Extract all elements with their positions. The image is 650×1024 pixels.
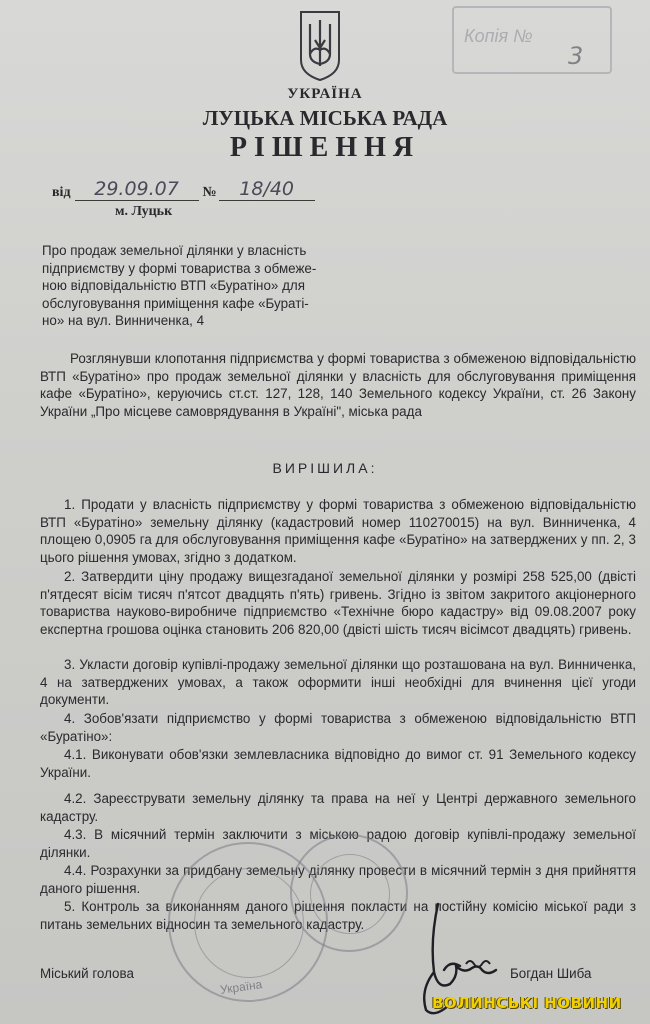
copy-stamp-number: 3 xyxy=(568,42,584,70)
decision-subject xyxy=(42,242,317,330)
subject-line: ною відповідальністю ВТП «Буратіно» для xyxy=(42,278,305,294)
seal-text: Україна xyxy=(219,977,264,997)
item-3: 3. Укласти договір купівлі-продажу земельної ділянки що розташована на вул. Винниченка, 4 на затверджених умовах, а також оформити інші необхідні для вчинення цієї угоди документи. xyxy=(40,657,636,708)
resolved-heading: ВИРІШИЛА: xyxy=(272,460,378,476)
date-prefix: від xyxy=(52,185,71,200)
subject-line: обслуговування приміщення кафе «Бураті- xyxy=(42,295,309,311)
item-4-4: 4.4. Розрахунки за придбану земельну ділянку провести в місячний термін з дня прийняття даного рішення. xyxy=(40,863,636,896)
subject-line: Про продаж земельної ділянки у власність xyxy=(42,243,307,258)
item-4-1: 4.1. Виконувати обов'язки землевласника відповідно до вимог ст. 91 Земельного кодексу України. xyxy=(40,747,636,780)
copy-stamp xyxy=(452,6,612,74)
preamble-paragraph: Розглянувши клопотання підприємства у формі товариства з обмеженою відповідальністю ВТП «Буратіно» про продаж земельної ділянки у власність для обслуговування приміщення кафе «Буратіно», керуючись ст.ст. 127, 128, 140 Земельного кодексу України, ст. 26 Закону України „Про місцеве самоврядування в Україні", міська рада xyxy=(40,351,636,419)
subject-line: підприємству у формі товариства з обмеже- xyxy=(42,260,317,276)
item-1: 1. Продати у власність підприємству у формі товариства з обмеженою відповідальністю ВТП «Буратіно» земельну ділянку (кадастровий номер 110270015) на вул. Винниченка, 4 площею 0,0905 га для обслуговування приміщення кафе «Буратіно» на затверджених у пп. 2, 3 цього рішення умовах, згідно з додатком. xyxy=(40,497,636,565)
country-heading: УКРАЇНА xyxy=(287,86,363,102)
item-2: 2. Затвердити ціну продажу вищезгаданої земельної ділянки у розмірі 258 525,00 (двісті п'ятдесят вісім тисяч п'ятсот двадцять п'ять) гривень. Згідно із звітом закритого акціонерного товариства науково-виробниче підприємство «Технічне бюро кадастру» від 09.08.2007 року експертна грошова оцінка становить 206 820,00 (двісті шість тисяч вісімсот двадцять) гривень. xyxy=(40,569,636,637)
copy-stamp-label: Копія № xyxy=(464,26,533,46)
subject-line: но» на вул. Винниченка, 4 xyxy=(42,313,205,329)
item-4-2: 4.2. Зареєструвати земельну ділянку та права на неї у Центрі державного земельного кадастру. xyxy=(40,791,636,824)
city: м. Луцьк xyxy=(115,204,173,219)
item-4: 4. Зобов'язати підприємство у формі товариства з обмеженою відповідальністю ВТП «Буратіно»: xyxy=(40,711,636,744)
decision-number: 18/40 xyxy=(219,178,315,201)
number-prefix: № xyxy=(202,185,217,200)
council-heading: ЛУЦЬКА МІСЬКА РАДА xyxy=(202,106,448,130)
date-number-line xyxy=(52,178,315,201)
document-type-heading: РІШЕННЯ xyxy=(229,132,421,163)
signatory-name: Богдан Шиба xyxy=(510,966,592,981)
decision-date: 29.09.07 xyxy=(75,178,199,201)
item-4-3: 4.3. В місячний термін заключити з міською радою договір купівлі-продажу земельної ділянки. xyxy=(40,827,636,860)
signatory-position: Міський голова xyxy=(40,966,134,981)
item-5: 5. Контроль за виконанням даного рішення покласти на постійну комісію міської ради з питань земельних відносин та земельного кадастру. xyxy=(40,899,636,932)
official-seal-secondary xyxy=(290,834,408,952)
publisher-watermark: ВОЛИНСЬКІ НОВИНИ xyxy=(432,994,622,1012)
trident-coat-of-arms-icon xyxy=(298,8,342,82)
